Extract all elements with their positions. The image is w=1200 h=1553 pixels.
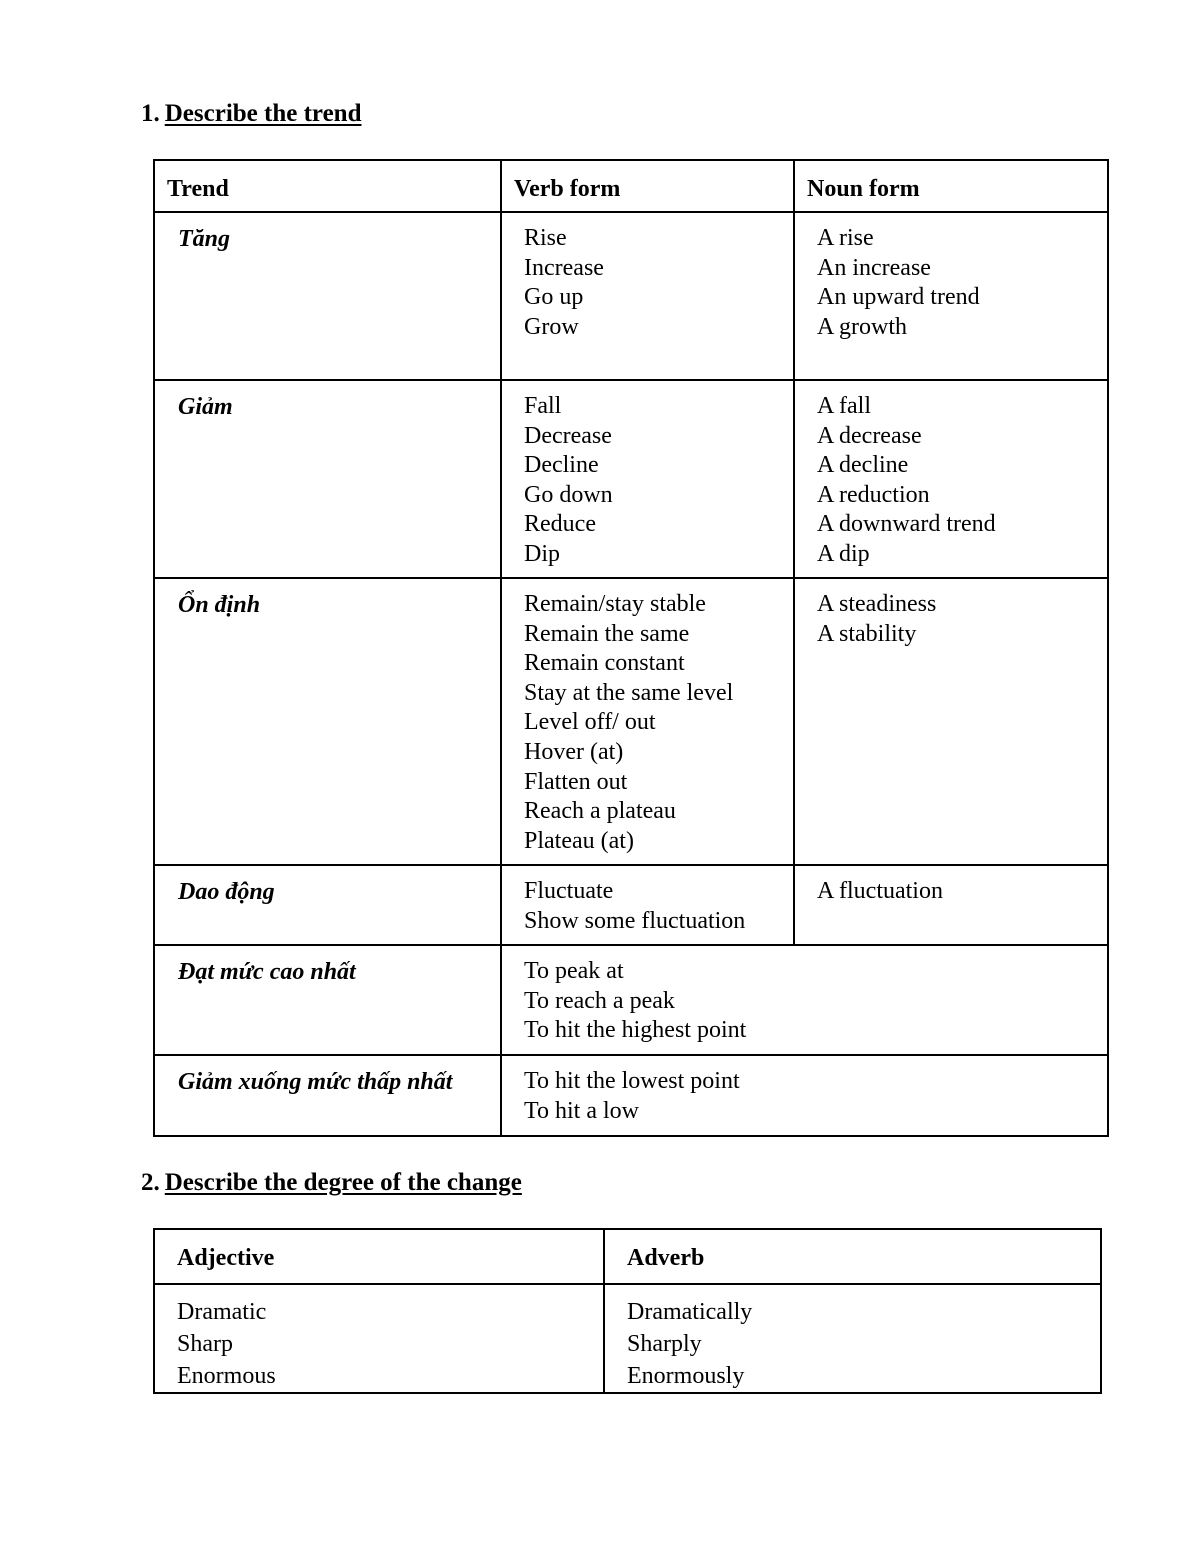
noun-list bbox=[794, 380, 1108, 578]
list-item: An increase bbox=[817, 254, 931, 281]
list-item: Enormous bbox=[177, 1363, 276, 1389]
list-item: A growth bbox=[817, 313, 907, 340]
table-row bbox=[154, 380, 1108, 578]
degree-table-header-row bbox=[154, 1229, 1101, 1284]
trend-table-header-row bbox=[154, 160, 1108, 212]
trend-label: Ổn định bbox=[154, 578, 501, 865]
verb-list bbox=[501, 578, 794, 865]
verb-list bbox=[501, 212, 794, 380]
list-item: Show some fluctuation bbox=[524, 907, 746, 934]
list-item: Sharp bbox=[177, 1331, 233, 1357]
degree-table bbox=[153, 1228, 1102, 1394]
adjective-list bbox=[154, 1284, 604, 1393]
table-row bbox=[154, 578, 1108, 865]
list-item: To hit the lowest point bbox=[524, 1068, 740, 1094]
list-item: Enormously bbox=[627, 1363, 745, 1389]
table-row bbox=[154, 945, 1108, 1055]
list-item: To hit a low bbox=[524, 1097, 639, 1124]
list-item: Go down bbox=[524, 481, 613, 508]
list-item: Grow bbox=[524, 313, 579, 340]
list-item: Reach a plateau bbox=[524, 798, 676, 825]
list-item: A stability bbox=[817, 620, 917, 647]
table-row bbox=[154, 1284, 1101, 1393]
trend-label: Tăng bbox=[154, 212, 501, 380]
verb-list bbox=[501, 945, 1108, 1055]
trend-label: Giảm xuống mức thấp nhất bbox=[154, 1055, 501, 1136]
verb-list bbox=[501, 1055, 1108, 1136]
trend-label: Giảm bbox=[154, 380, 501, 578]
list-item: Fall bbox=[524, 393, 562, 419]
trend-label: Đạt mức cao nhất bbox=[154, 945, 501, 1055]
header-verb-form: Verb form bbox=[501, 160, 794, 212]
list-item: To peak at bbox=[524, 958, 624, 984]
section-2-title: Describe the degree of the change bbox=[164, 1169, 522, 1196]
section-1-number: 1. bbox=[141, 100, 160, 127]
list-item: A fluctuation bbox=[817, 878, 943, 904]
noun-list bbox=[794, 578, 1108, 865]
list-item: Stay at the same level bbox=[524, 679, 734, 706]
table-row bbox=[154, 865, 1108, 945]
list-item: A decline bbox=[817, 452, 909, 479]
list-item: Decline bbox=[524, 452, 599, 479]
list-item: Level off/ out bbox=[524, 709, 656, 736]
header-adverb: Adverb bbox=[604, 1229, 1101, 1284]
noun-list bbox=[794, 865, 1108, 945]
list-item: A reduction bbox=[817, 481, 930, 508]
list-item: Plateau (at) bbox=[524, 827, 634, 854]
list-item: Remain the same bbox=[524, 620, 690, 647]
list-item: A dip bbox=[817, 540, 870, 567]
header-noun-form: Noun form bbox=[794, 160, 1108, 212]
list-item: Reduce bbox=[524, 511, 596, 538]
list-item: A steadiness bbox=[817, 591, 937, 617]
header-trend: Trend bbox=[154, 160, 501, 212]
list-item: Dip bbox=[524, 540, 560, 567]
list-item: Fluctuate bbox=[524, 878, 614, 904]
list-item: Go up bbox=[524, 284, 584, 311]
list-item: Hover (at) bbox=[524, 738, 624, 765]
list-item: An upward trend bbox=[817, 284, 980, 311]
list-item: Remain/stay stable bbox=[524, 591, 706, 617]
adverb-list bbox=[604, 1284, 1101, 1393]
section-1-heading bbox=[141, 100, 361, 128]
trend-label: Dao động bbox=[154, 865, 501, 945]
list-item: Flatten out bbox=[524, 768, 628, 795]
list-item: Remain constant bbox=[524, 650, 685, 677]
section-2-number: 2. bbox=[141, 1169, 160, 1196]
list-item: Increase bbox=[524, 254, 604, 281]
list-item: A fall bbox=[817, 393, 871, 419]
table-row bbox=[154, 212, 1108, 380]
list-item: Dramatically bbox=[627, 1299, 753, 1325]
trend-table bbox=[153, 159, 1109, 1137]
table-row bbox=[154, 1055, 1108, 1136]
verb-list bbox=[501, 380, 794, 578]
list-item: A downward trend bbox=[817, 511, 996, 538]
list-item: Dramatic bbox=[177, 1299, 267, 1325]
section-2-heading bbox=[141, 1169, 522, 1197]
verb-list bbox=[501, 865, 794, 945]
list-item: Decrease bbox=[524, 422, 612, 449]
noun-list bbox=[794, 212, 1108, 380]
list-item: Sharply bbox=[627, 1331, 702, 1357]
list-item: A decrease bbox=[817, 422, 922, 449]
list-item: To hit the highest point bbox=[524, 1017, 747, 1044]
list-item: To reach a peak bbox=[524, 987, 675, 1014]
section-1-title: Describe the trend bbox=[164, 100, 362, 127]
list-item: Rise bbox=[524, 225, 567, 251]
list-item: A rise bbox=[817, 225, 874, 251]
header-adjective: Adjective bbox=[154, 1229, 604, 1284]
